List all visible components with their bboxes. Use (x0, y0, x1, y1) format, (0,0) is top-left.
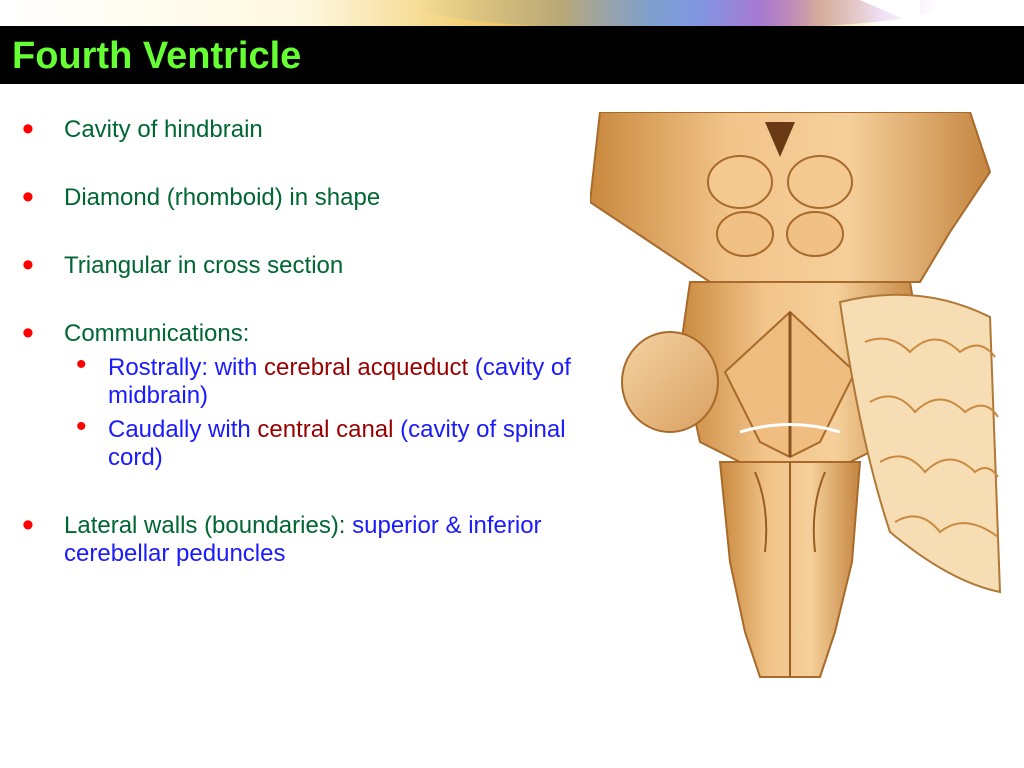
colliculus-lower-left (717, 212, 773, 256)
title-bar (0, 26, 1024, 84)
item-highlight: superior & inferior cerebellar peduncles (64, 512, 542, 567)
bullet-dot: • (22, 314, 34, 352)
sub-item-suffix: (cavity of midbrain) (108, 354, 571, 409)
colliculus-left (708, 156, 772, 208)
peduncle-left (622, 332, 718, 432)
sub-item-rostrally (108, 354, 578, 410)
sub-bullet-dot: • (76, 348, 87, 381)
sub-item-highlight: cerebral acqueduct (264, 354, 469, 381)
sub-item-caudally (108, 416, 578, 472)
bullet-dot: • (22, 110, 34, 148)
sub-item-highlight: central canal (257, 416, 394, 443)
sub-bullet-dot: • (76, 410, 87, 443)
colliculus-lower-right (787, 212, 843, 256)
colliculus-right (788, 156, 852, 208)
sub-item-suffix: (cavity of spinal cord) (108, 416, 566, 471)
bullet-dot: • (22, 178, 34, 216)
sub-item-prefix: Rostrally: with (108, 354, 265, 381)
bullet-dot: • (22, 506, 34, 544)
bullet-item-communications: Communications: (64, 320, 250, 347)
brainstem-illustration (590, 112, 1010, 682)
banner-cutout (860, 0, 920, 26)
bullet-item-lateral-walls (64, 512, 574, 568)
bullet-item-cross-section: Triangular in cross section (64, 252, 344, 279)
bullet-item-cavity: Cavity of hindbrain (64, 116, 263, 143)
bullet-dot: • (22, 246, 34, 284)
slide-title: Fourth Ventricle (12, 35, 302, 77)
bullet-item-shape: Diamond (rhomboid) in shape (64, 184, 381, 211)
sub-item-prefix: Caudally with (108, 416, 258, 443)
top-decorative-banner (0, 0, 1024, 26)
midbrain-shape (590, 112, 990, 282)
item-prefix: Lateral walls (boundaries): (64, 512, 353, 539)
